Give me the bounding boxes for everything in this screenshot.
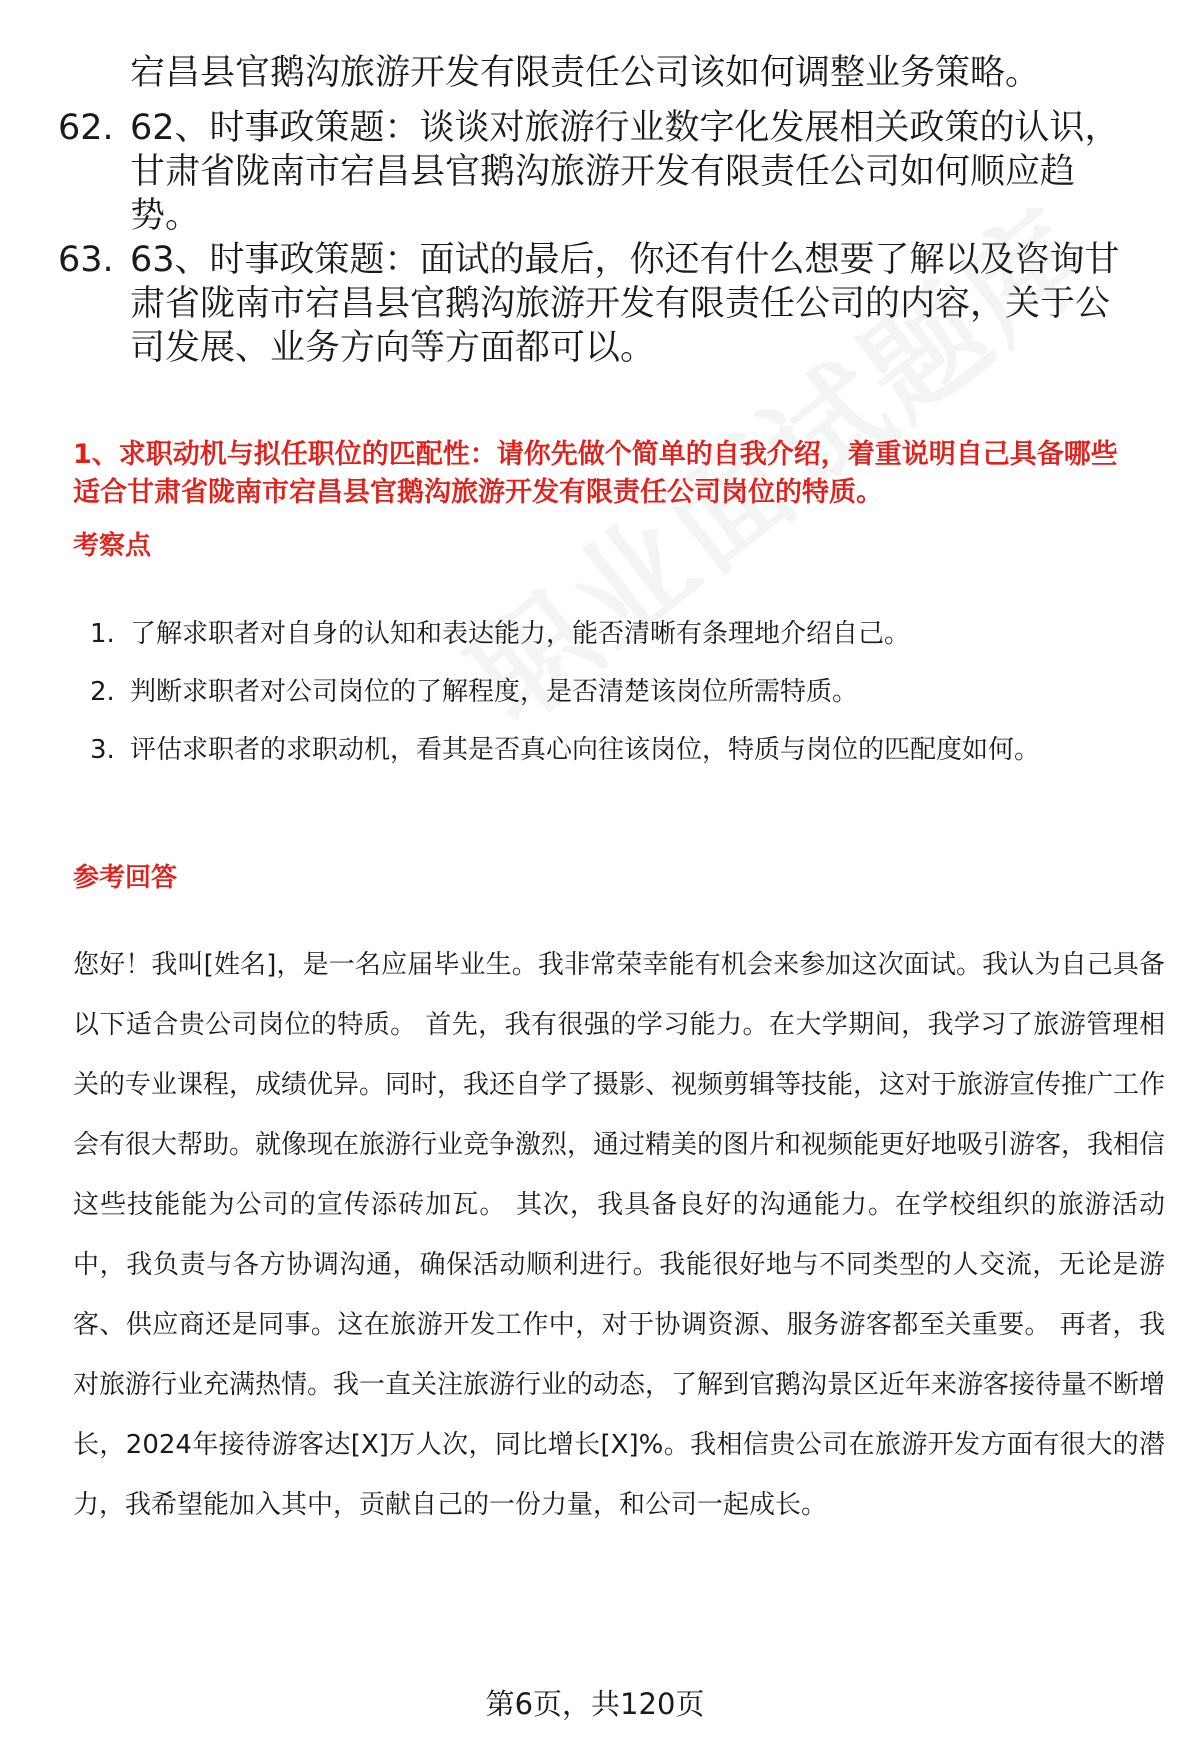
answer-paragraph: 您好！我叫[姓名]，是一名应届毕业生。我非常荣幸能有机会来参加这次面试。我认为自己具备以下适合贵公司岗位的特质。 首先，我有很强的学习能力。在大学期间，我学习了旅游管理相关的专业课程，成绩优异。同时，我还自学了摄影、视频剪辑等技能，这对于旅游宣传推广工作会有很大帮助。就像现在旅游行业竞争激烈，通过精美的图片和视频能更好地吸引游客，我相信这些技能能为公司的宣传添砖加瓦。 其次，我具备良好的沟通能力。在学校组织的旅游活动中，我负责与各方协调沟通，确保活动顺利进行。我能很好地与不同类型的人交流，无论是游客、供应商还是同事。这在旅游开发工作中，对于协调资源、服务游客都至关重要。 再者，我对旅游行业充满热情。我一直关注旅游行业的动态，了解到官鹅沟景区近年来游客接待量不断增长，2024年接待游客达[X]万人次，同比增长[X]%。我相信贵公司在旅游开发方面有很大的潜力，我希望能加入其中，贡献自己的一份力量，和公司一起成长。: [73, 950, 1166, 1520]
list-item: [0, 721, 1190, 779]
list-item-text: 判断求职者对公司岗位的了解程度，是否清楚该岗位所需特质。: [130, 677, 859, 707]
page-number: 第6页，共120页: [485, 1687, 705, 1721]
list-item-text: 评估求职者的求职动机，看其是否真心向往该岗位，特质与岗位的匹配度如何。: [130, 735, 1041, 765]
points-list: [0, 605, 1190, 779]
list-item: [0, 605, 1190, 663]
question-number: 63.: [58, 240, 114, 280]
list-item: [0, 663, 1190, 721]
question-heading: 1、求职动机与拟任职位的匹配性：请你先做个简单的自我介绍，着重说明自己具备哪些适合甘肃省陇南市宕昌县官鹅沟旅游开发有限责任公司岗位的特质。: [73, 439, 1118, 508]
question-continued-text: 宕昌县官鹅沟旅游开发有限责任公司该如何调整业务策略。: [130, 53, 1041, 93]
list-item-number: 1.: [90, 619, 115, 649]
answer-title: 参考回答: [73, 863, 178, 893]
list-item-number: 2.: [90, 677, 115, 707]
list-item-number: 3.: [90, 735, 115, 765]
points-title: 考察点: [73, 531, 152, 561]
question-text: 63、时事政策题：面试的最后，你还有什么想要了解以及咨询甘肃省陇南市宕昌县官鹅沟旅游开发有限责任公司的内容，关于公司发展、业务方向等方面都可以。: [130, 240, 1120, 368]
question-text: 62、时事政策题：谈谈对旅游行业数字化发展相关政策的认识，甘肃省陇南市宕昌县官鹅沟旅游开发有限责任公司如何顺应趋势。: [130, 108, 1120, 236]
list-item-text: 了解求职者对自身的认知和表达能力，能否清晰有条理地介绍自己。: [130, 619, 911, 649]
question-number: 62.: [58, 108, 114, 148]
